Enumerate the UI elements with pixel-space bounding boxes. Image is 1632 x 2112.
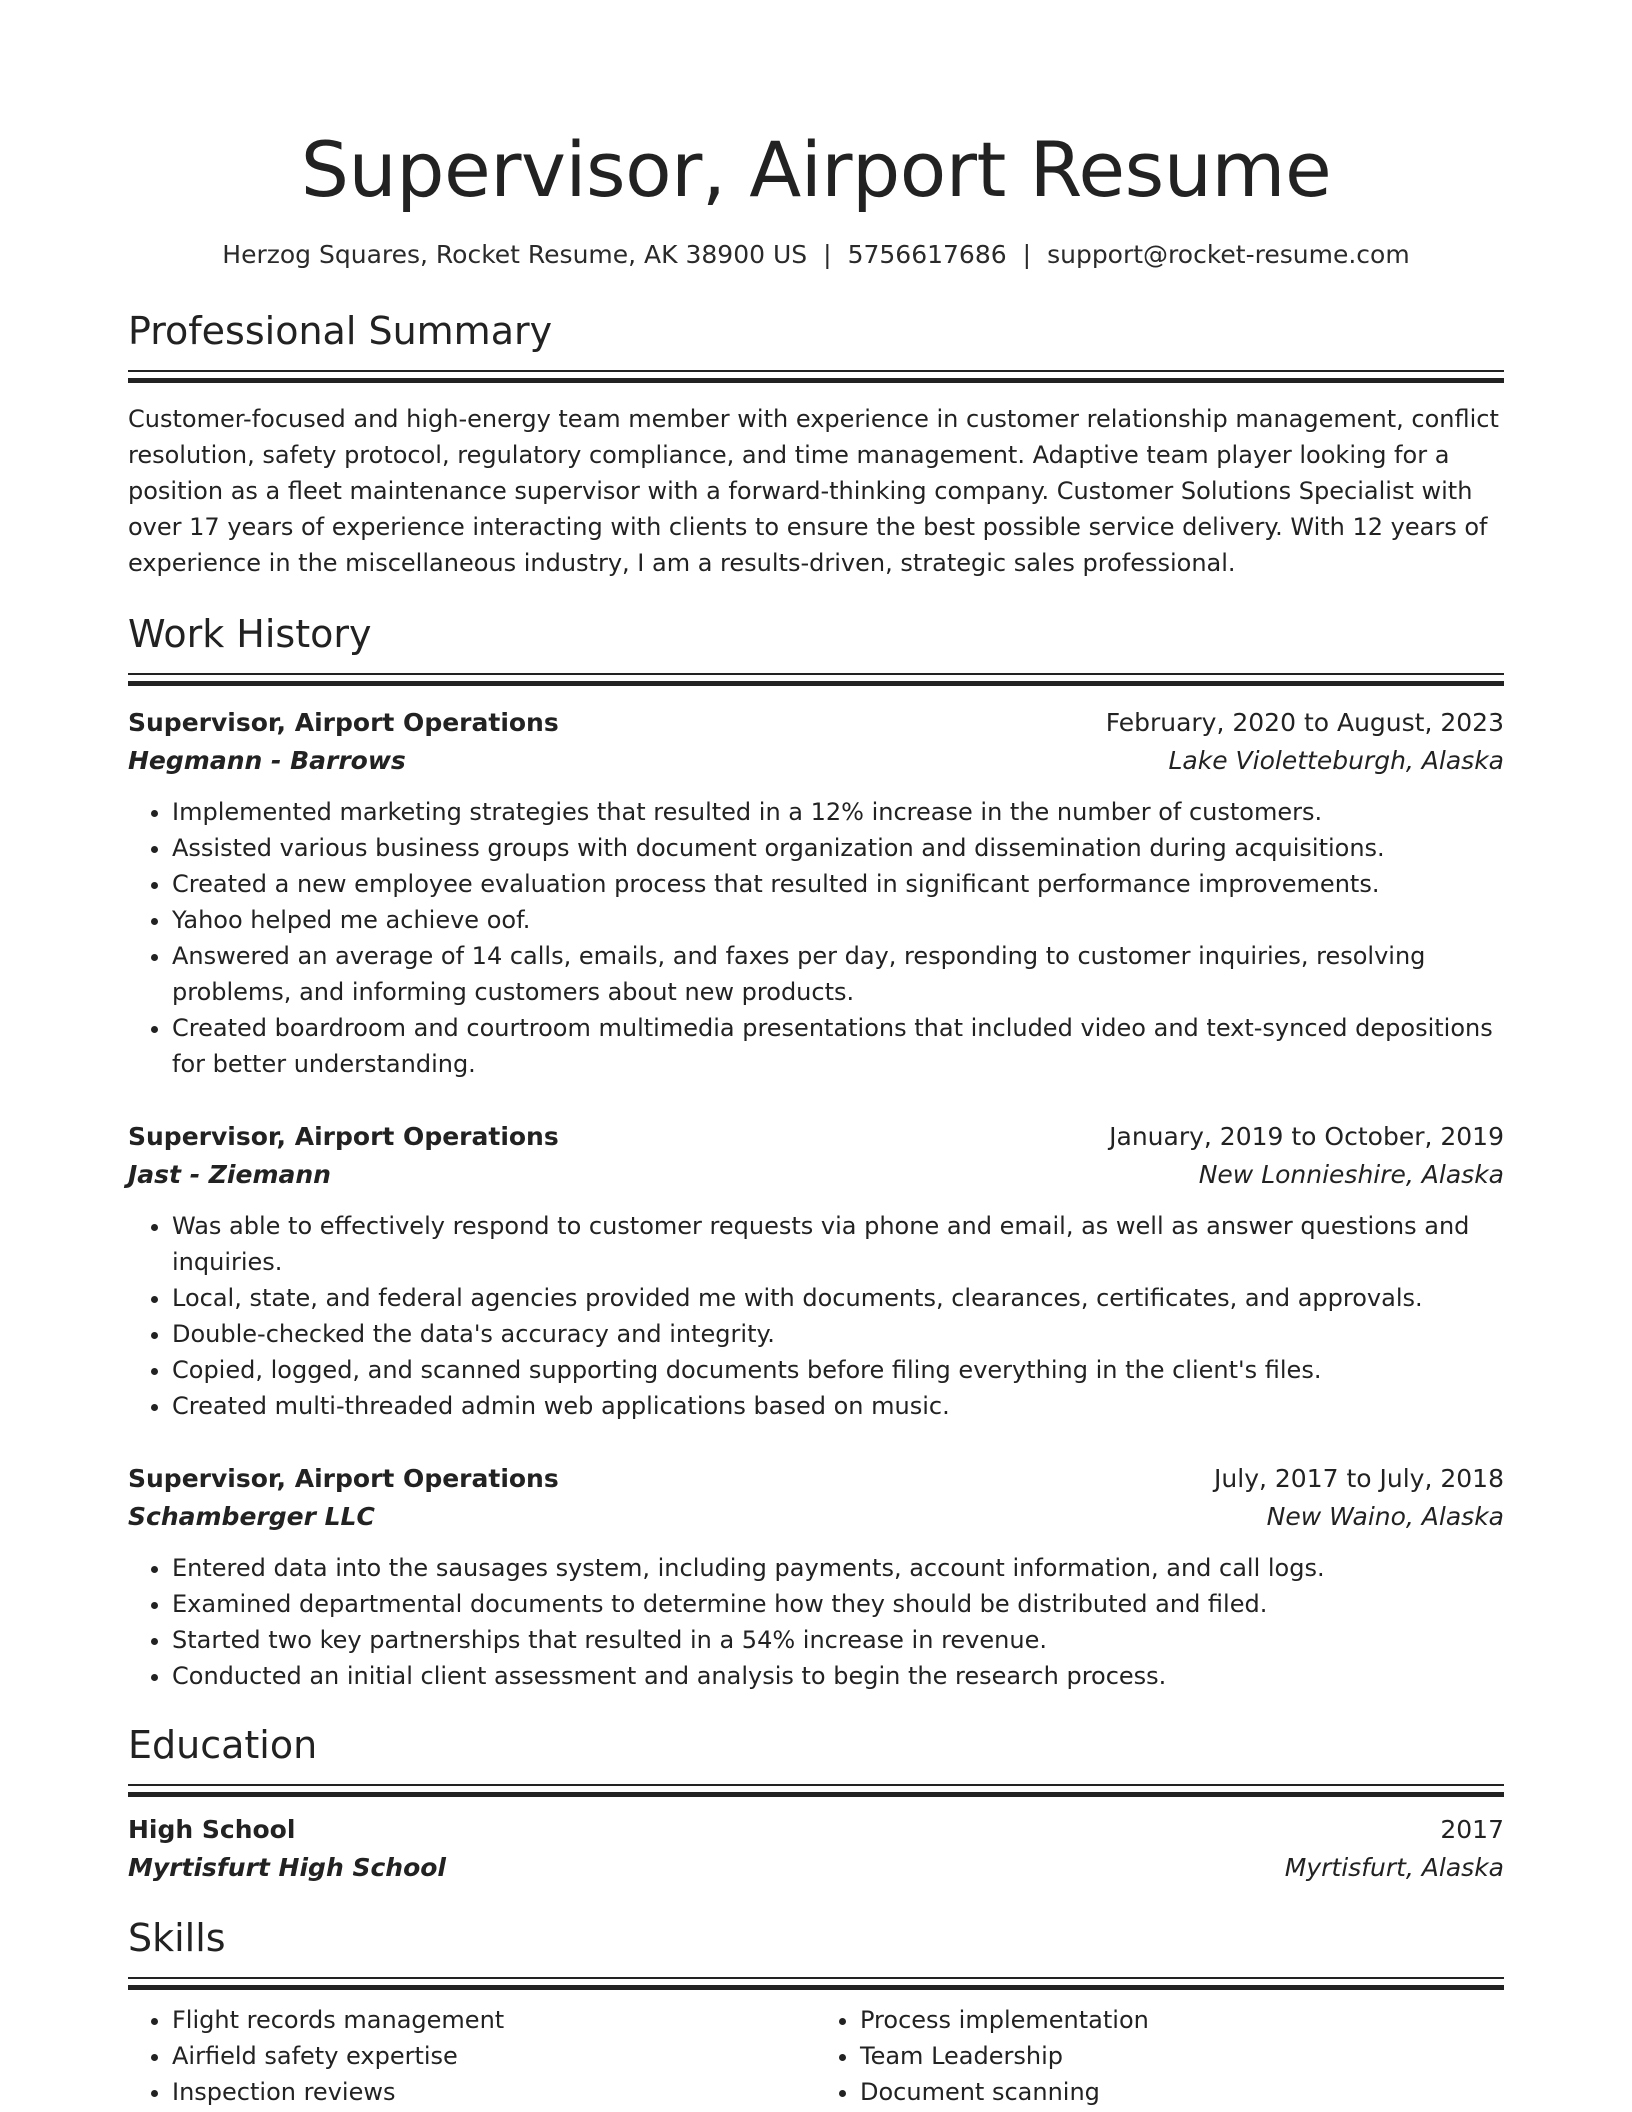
job-entry xyxy=(128,1118,1504,1424)
job-header xyxy=(128,704,1504,742)
contact-separator: | xyxy=(823,240,832,269)
work-history-section xyxy=(128,611,1504,1694)
education-entry xyxy=(128,1811,1504,1887)
contact-phone: 5756617686 xyxy=(847,240,1007,269)
job-bullets xyxy=(128,794,1504,1082)
job-subheader xyxy=(128,1498,1504,1536)
education-subheader xyxy=(128,1849,1504,1887)
job-company: Hegmann - Barrows xyxy=(128,746,406,775)
job-bullet: • Started two key partnerships that resulted in a 54% increase in revenue. xyxy=(172,1622,1504,1658)
job-dates: January, 2019 to October, 2019 xyxy=(1109,1122,1504,1151)
job-bullet: • Copied, logged, and scanned supporting documents before filing everything in the client's files. xyxy=(172,1352,1504,1388)
job-entry xyxy=(128,704,1504,1082)
skills-section xyxy=(128,1915,1504,2110)
job-header xyxy=(128,1118,1504,1156)
job-location: Lake Violetteburgh, Alaska xyxy=(1168,746,1504,775)
resume-title: Supervisor, Airport Resume xyxy=(300,125,1332,214)
section-divider xyxy=(128,1977,1504,1988)
job-dates: February, 2020 to August, 2023 xyxy=(1105,708,1504,737)
job-bullets xyxy=(128,1550,1504,1694)
skills-bullets xyxy=(816,2002,1504,2110)
skill-item: • Airfield safety expertise xyxy=(172,2038,816,2074)
education-header xyxy=(128,1811,1504,1849)
contact-separator: | xyxy=(1022,240,1032,269)
summary-text: Customer-focused and high-energy team member with experience in customer relationship management, conflict resolution, safety protocol, regulatory compliance, and time management. Adaptive team player looking for a position as a fleet maintenance supervisor with a forward-thinking company. Customer Solutions Specialist with over 17 years of experience interacting with clients to ensure the best possible service delivery. With 12 years of experience in the miscellaneous industry, I am a results-driven, strategic sales professional. xyxy=(128,405,1499,577)
job-title: Supervisor, Airport Operations xyxy=(128,1122,559,1151)
job-bullet: • Created boardroom and courtroom multimedia presentations that included video and text-synced depositions for better understanding. xyxy=(172,1010,1504,1082)
summary-section xyxy=(128,308,1504,581)
job-bullet: • Created a new employee evaluation process that resulted in significant performance improvements. xyxy=(172,866,1504,902)
skill-item: • Inspection reviews xyxy=(172,2074,816,2110)
job-bullet: • Was able to effectively respond to customer requests via phone and email, as well as answer questions and inquiries. xyxy=(172,1208,1504,1280)
job-bullet: • Entered data into the sausages system, including payments, account information, and call logs. xyxy=(172,1550,1504,1586)
contact-email: support@rocket-resume.com xyxy=(1047,240,1410,269)
job-location: New Lonnieshire, Alaska xyxy=(1198,1160,1504,1189)
skill-item: • Document scanning xyxy=(860,2074,1504,2110)
job-bullet: • Double-checked the data's accuracy and integrity. xyxy=(172,1316,1504,1352)
summary-heading: Professional Summary xyxy=(128,309,553,353)
skills-column-right xyxy=(816,2002,1504,2110)
job-location: New Waino, Alaska xyxy=(1266,1502,1504,1531)
job-bullet: • Assisted various business groups with document organization and dissemination during acquisitions. xyxy=(172,830,1504,866)
job-company: Jast - Ziemann xyxy=(128,1160,331,1189)
job-bullet: • Local, state, and federal agencies provided me with documents, clearances, certificates, and approvals. xyxy=(172,1280,1504,1316)
section-divider xyxy=(128,1784,1504,1795)
skills-heading: Skills xyxy=(128,1916,226,1960)
contact-address: Herzog Squares, Rocket Resume, AK 38900 US xyxy=(222,240,808,269)
job-bullet: • Yahoo helped me achieve oof. xyxy=(172,902,1504,938)
skills-column-left xyxy=(128,2002,816,2110)
skill-item: • Team Leadership xyxy=(860,2038,1504,2074)
job-bullets xyxy=(128,1208,1504,1424)
skill-item: • Flight records management xyxy=(172,2002,816,2038)
job-bullet: • Examined departmental documents to determine how they should be distributed and filed. xyxy=(172,1586,1504,1622)
work-history-heading: Work History xyxy=(128,612,372,656)
education-location: Myrtisfurt, Alaska xyxy=(1284,1853,1504,1882)
education-section xyxy=(128,1722,1504,1887)
job-subheader xyxy=(128,742,1504,780)
skill-item: • Process implementation xyxy=(860,2002,1504,2038)
resume-page xyxy=(128,0,1504,2110)
job-dates: July, 2017 to July, 2018 xyxy=(1214,1464,1504,1493)
job-company: Schamberger LLC xyxy=(128,1502,375,1531)
education-year: 2017 xyxy=(1440,1815,1504,1844)
job-subheader xyxy=(128,1156,1504,1194)
contact-line xyxy=(128,238,1504,272)
section-divider xyxy=(128,370,1504,381)
job-bullet: • Conducted an initial client assessment and analysis to begin the research process. xyxy=(172,1658,1504,1694)
education-heading: Education xyxy=(128,1723,318,1767)
job-bullet: • Answered an average of 14 calls, emails, and faxes per day, responding to customer inquiries, resolving problems, and informing customers about new products. xyxy=(172,938,1504,1010)
job-entry xyxy=(128,1460,1504,1694)
education-school: Myrtisfurt High School xyxy=(128,1853,446,1882)
skills-bullets xyxy=(128,2002,816,2110)
job-bullet: • Implemented marketing strategies that resulted in a 12% increase in the number of customers. xyxy=(172,794,1504,830)
education-degree: High School xyxy=(128,1815,296,1844)
job-title: Supervisor, Airport Operations xyxy=(128,1464,559,1493)
job-header xyxy=(128,1460,1504,1498)
job-title: Supervisor, Airport Operations xyxy=(128,708,559,737)
section-divider xyxy=(128,673,1504,684)
job-bullet: • Created multi-threaded admin web applications based on music. xyxy=(172,1388,1504,1424)
skills-list xyxy=(128,2002,1504,2110)
